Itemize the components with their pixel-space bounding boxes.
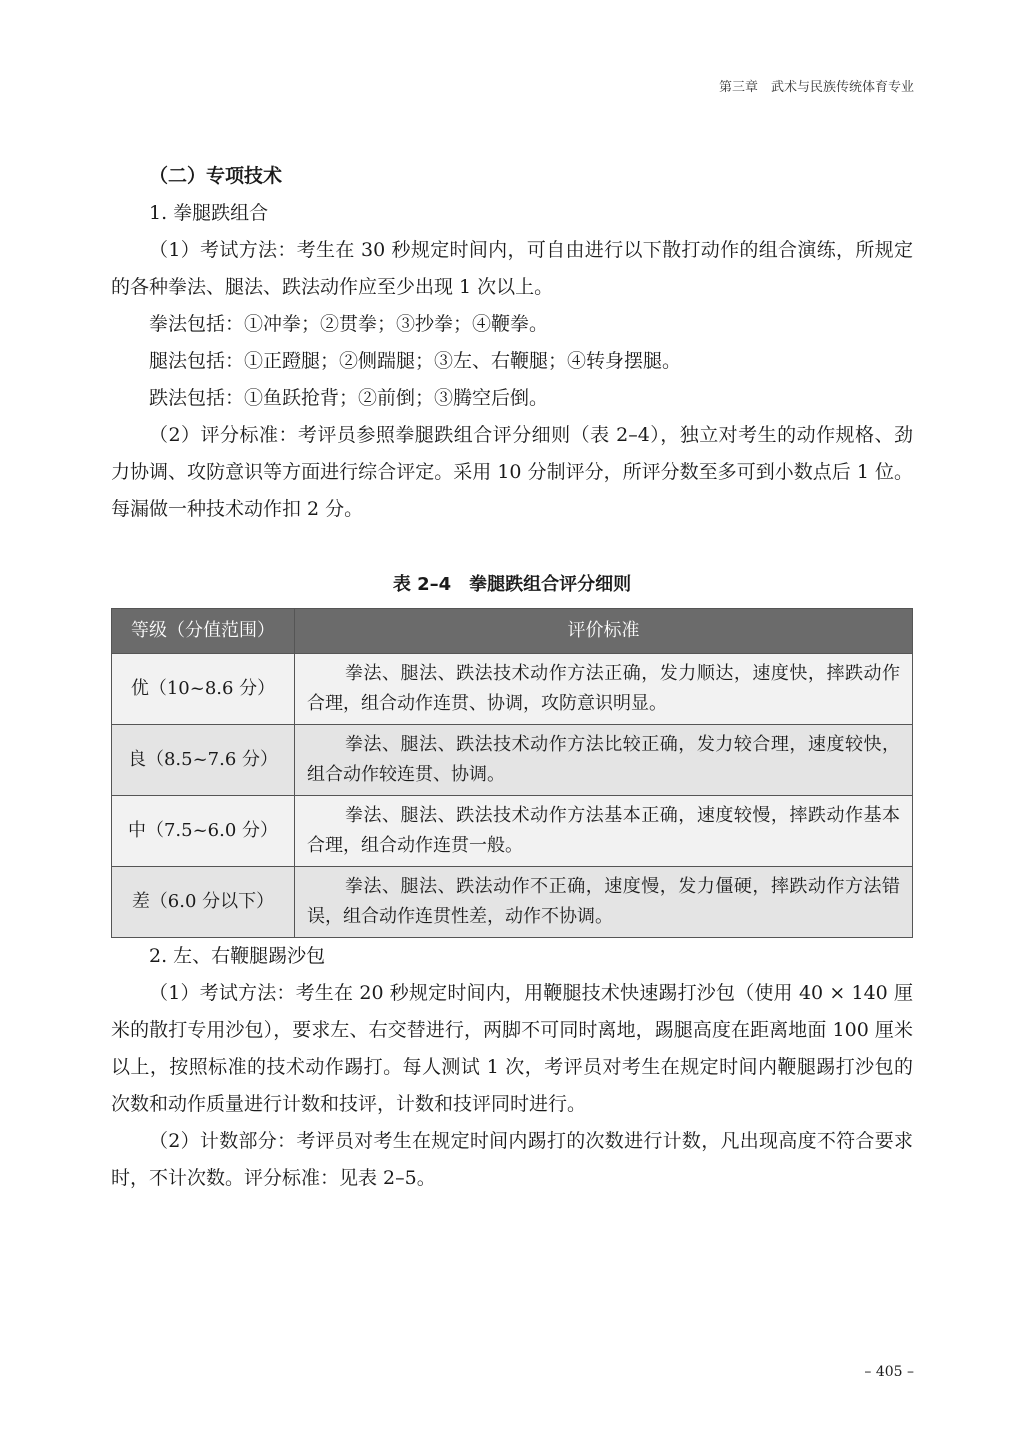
running-header: 第三章 武术与民族传统体育专业 [718,80,914,95]
page-number: – 405 – [864,1364,914,1380]
scoring-table [111,608,913,938]
criteria-cell: 拳法、腿法、跌法技术动作方法比较正确，发力较合理，速度较快，组合动作较连贯、协调。 [295,725,913,796]
table-row [112,725,913,796]
grade-cell: 中（7.5~6.0 分） [112,796,295,867]
grade-cell: 差（6.0 分以下） [112,867,295,938]
fist-techniques: 拳法包括：①冲拳；②贯拳；③抄拳；④鞭拳。 [149,313,549,335]
criteria-cell: 拳法、腿法、跌法技术动作方法基本正确，速度较慢，摔跌动作基本合理，组合动作连贯一般。 [295,796,913,867]
page-content [111,158,913,1197]
item1-title: 1. 拳腿跌组合 [149,202,269,224]
grade-cell: 优（10~8.6 分） [112,654,295,725]
table-row [112,867,913,938]
criteria-cell: 拳法、腿法、跌法技术动作方法正确，发力顺达，速度快，摔跌动作合理，组合动作连贯、协调，攻防意识明显。 [295,654,913,725]
table-row [112,654,913,725]
table-caption: 表 2–4 拳腿跌组合评分细则 [392,574,632,595]
section-heading: （二）专项技术 [149,165,283,187]
fall-techniques: 跌法包括：①鱼跃抢背；②前倒；③腾空后倒。 [149,387,549,409]
header-grade: 等级（分值范围） [112,609,295,654]
item2-count-paragraph: （2）计数部分：考评员对考生在规定时间内踢打的次数进行计数，凡出现高度不符合要求时，不计次数。评分标准：见表 2–5。 [111,1130,913,1189]
item1-method-paragraph: （1）考试方法：考生在 30 秒规定时间内，可自由进行以下散打动作的组合演练，所规定的各种拳法、腿法、跌法动作应至少出现 1 次以上。 [111,239,913,298]
item2-method-paragraph: （1）考试方法：考生在 20 秒规定时间内，用鞭腿技术快速踢打沙包（使用 40 × 140 厘米的散打专用沙包），要求左、右交替进行，两脚不可同时离地，踢腿高度在距离地面 100 厘米以上，按照标准的技术动作踢打。每人测试 1 次，考评员对考生在规定时间内鞭腿踢打沙包的次数和动作质量进行计数和技评，计数和技评同时进行。 [111,982,913,1115]
header-criteria: 评价标准 [295,609,913,654]
criteria-cell: 拳法、腿法、跌法动作不正确，速度慢，发力僵硬，摔跌动作方法错误，组合动作连贯性差，动作不协调。 [295,867,913,938]
grade-cell: 良（8.5~7.6 分） [112,725,295,796]
leg-techniques: 腿法包括：①正蹬腿；②侧踹腿；③左、右鞭腿；④转身摆腿。 [149,350,682,372]
item2-title: 2. 左、右鞭腿踢沙包 [149,945,326,967]
item1-standard-paragraph: （2）评分标准：考评员参照拳腿跌组合评分细则（表 2–4），独立对考生的动作规格、劲力协调、攻防意识等方面进行综合评定。采用 10 分制评分，所评分数至多可到小数点后 1 位。每漏做一种技术动作扣 2 分。 [111,424,913,520]
table-row [112,796,913,867]
table-header-row [112,609,913,654]
